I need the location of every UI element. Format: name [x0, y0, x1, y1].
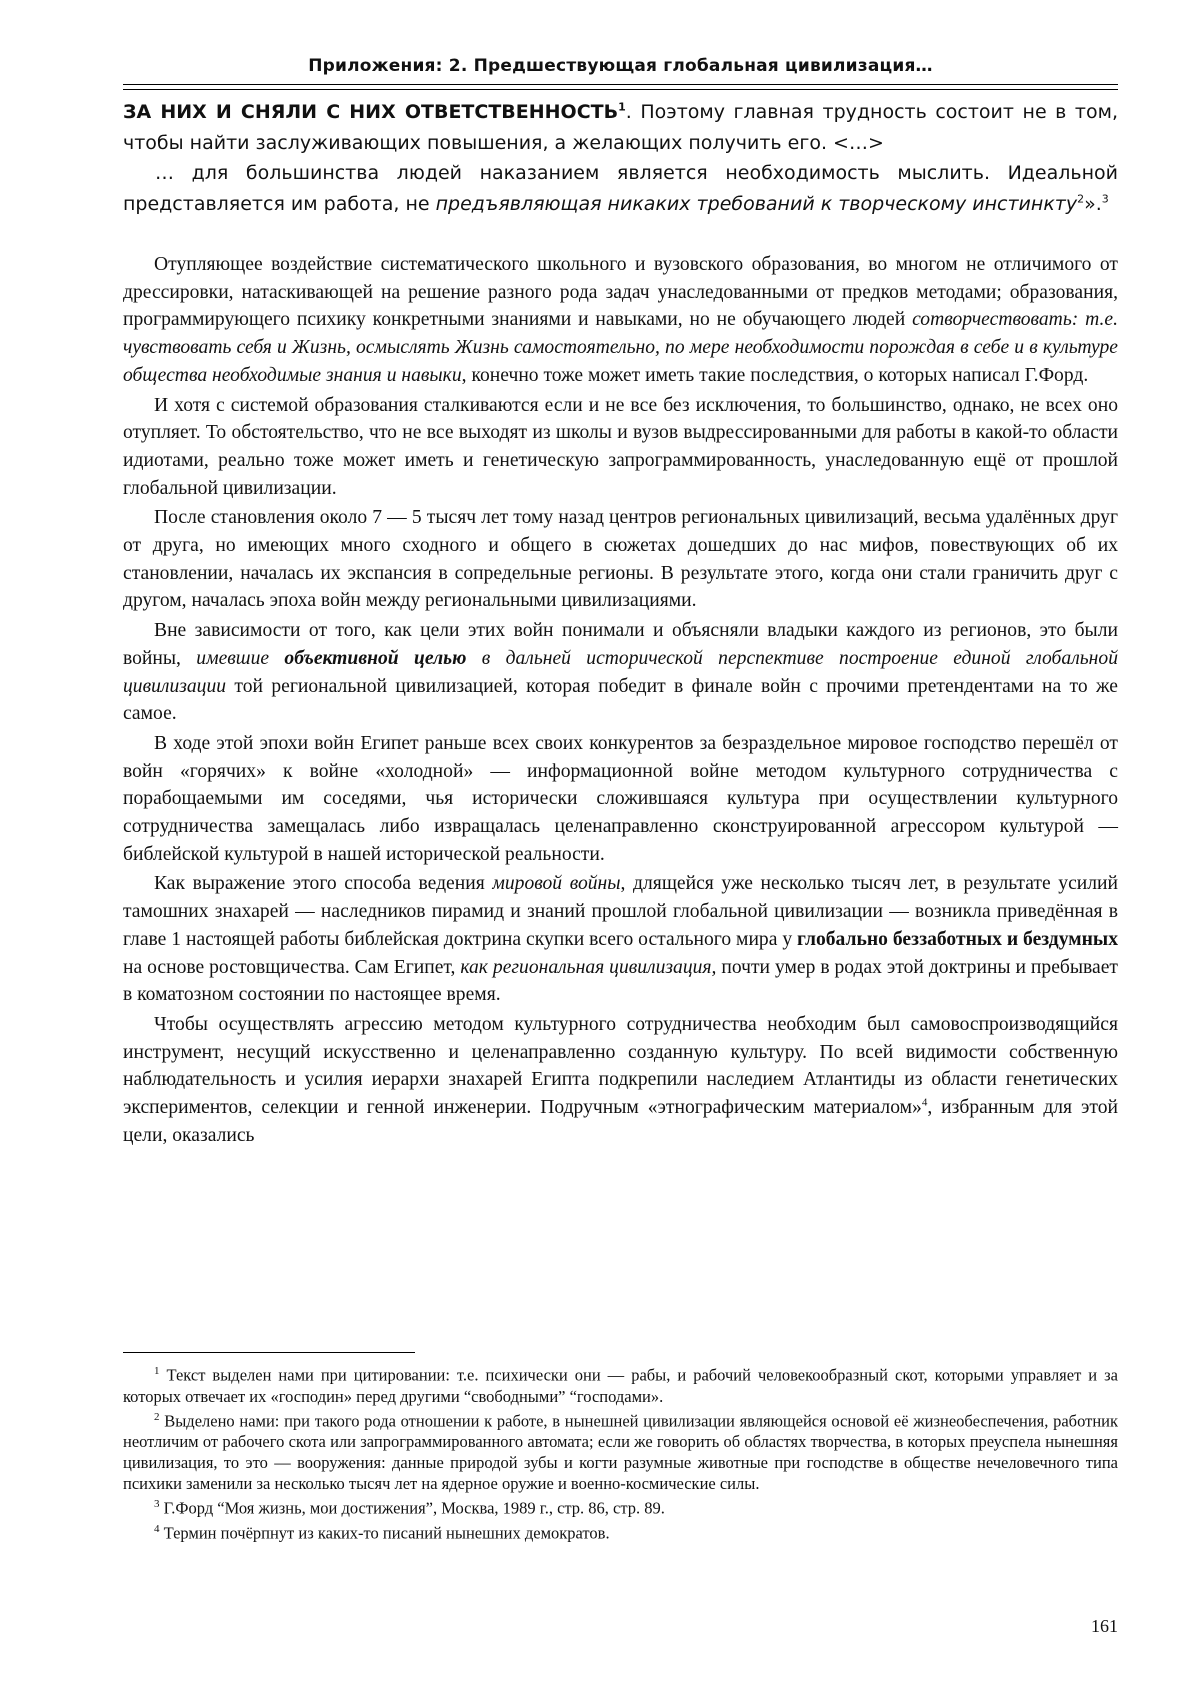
- paragraph-5: В ходе этой эпохи войн Египет раньше всех своих конкурентов за безраздельное мировое господство перешёл от войн «горячих» к войне «холодной» — информационной войне методом культурного сотрудничества с порабощаемыми им соседями, чья исторически сложившаяся культура при осуществлении культурного сотрудничества замещалась либо извращалась целенаправленно сконструированной агрессором культурой — библейской культурой в нашей исторической реальности.: [123, 732, 1118, 865]
- header-rule-top: [123, 84, 1118, 85]
- footnote-text: Термин почёрпнут из каких-то писаний нынешних демократов.: [159, 1523, 610, 1542]
- page-number: 161: [1091, 1616, 1118, 1636]
- quote-paragraph-1: [123, 97, 1118, 158]
- quote-paragraph-2: [123, 158, 1118, 219]
- italic-run: имевшие: [196, 647, 285, 669]
- footnote-number: 2: [154, 1410, 160, 1423]
- footnotes: [123, 1361, 1118, 1543]
- footnote-text: Выделено нами: при такого рода отношении к работе, в нынешней цивилизации являющейся основой её жизнеобеспечения, работник неотличим от рабочего скота или запрограммированного автомата; если же говорить об областях творчества, в которых преуспела нынешняя цивилизация, то это — вооружения: данные природой зубы и когти разумные животные при господстве в обществе нечеловечного типа психики заменили за несколько тысяч лет на ядерное оружие и военно-космические силы.: [123, 1411, 1118, 1493]
- italic-run: как региональная цивилизация,: [460, 956, 717, 978]
- document-page: [123, 0, 1118, 1697]
- bold-run: глобально беззаботных и бездумных: [797, 928, 1118, 950]
- text-run: , длящейся уже несколько тысяч лет, в результате усилий тамошних знахарей — наследников пирамид и знаний прошлой глобальной цивилизации — возникла приведённая в главе 1 настоящей работы библейская доктрина скупки всего остального мира у: [123, 873, 1119, 950]
- paragraph-1: [123, 251, 1118, 390]
- text-run: Вне зависимости от того, как цели этих войн понимали и объясняли владыки каждого из регионов, это были войны,: [123, 620, 1118, 669]
- text-run: на основе ростовщичества. Сам Египет,: [123, 956, 461, 978]
- footnote-ref-1[interactable]: 1: [618, 100, 626, 114]
- italic-run: сотворчествовать: т.е. чувствовать себя и Жизнь, осмыслять Жизнь самостоятельно, по мере необходимости порождая в себе и в культуре общества необходимые знания и навыки: [123, 309, 1118, 386]
- footnote-ref-4[interactable]: 4: [921, 1096, 928, 1109]
- paragraph-6: [123, 870, 1118, 1009]
- text-run: , конечно тоже может иметь такие последствия, о которых написал Г.Форд.: [461, 364, 1089, 386]
- text-run: Отупляющее воздействие систематического школьного и вузовского образования, во многом не отличимого от дрессировки, натаскивающей на решение разного рода задач унаследованными от предков методами; образования, программирующего психику конкретными знаниями и навыками, но не обучающего людей: [123, 254, 1118, 331]
- footnote-2: [123, 1407, 1118, 1495]
- italic-run: мировой войны: [492, 873, 621, 895]
- running-header: Приложения: 2. Предшествующая глобальная цивилизация…: [308, 56, 933, 76]
- footnote-ref-2[interactable]: 2: [1077, 192, 1085, 206]
- quote-italic-text: предъявляющая никаких требований к творческому инстинкту: [435, 192, 1078, 215]
- italic-run: в дальней исторической перспективе построение единой глобальной цивилизации: [123, 647, 1118, 697]
- footnote-4: [123, 1519, 1118, 1544]
- footnote-1: [123, 1361, 1118, 1407]
- text-run: почти умер в родах этой доктрины и пребывает в коматозном состоянии по настоящее время.: [123, 956, 1118, 1006]
- footnote-number: 4: [154, 1522, 160, 1535]
- paragraph-7: [123, 1011, 1118, 1150]
- body-text: [123, 251, 1118, 1152]
- quote-text: … для большинства людей наказанием является необходимость мыслить. Идеальной представляется им работа, не: [123, 162, 1118, 215]
- footnote-text: Г.Форд “Моя жизнь, мои достижения”, Москва, 1989 г., стр. 86, стр. 89.: [159, 1498, 665, 1518]
- text-run: той региональной цивилизацией, которая победит в финале войн с прочими претендентами на то же самое.: [123, 675, 1118, 725]
- footnote-separator: [123, 1352, 415, 1353]
- text-run: Как выражение этого способа ведения: [154, 873, 493, 895]
- footnote-number: 3: [154, 1498, 160, 1510]
- footnote-3: [123, 1494, 1118, 1519]
- quote-block: [123, 97, 1118, 219]
- header-rule-bottom: [123, 89, 1118, 90]
- quote-caps-text: ЗА НИХ И СНЯЛИ С НИХ ОТВЕТСТВЕННОСТЬ: [123, 101, 619, 123]
- text-run: , избранным для этой цели, оказались: [123, 1097, 1119, 1146]
- paragraph-3: После становления около 7 — 5 тысяч лет тому назад центров региональных цивилизаций, весьма удалённых друг от друга, но имеющих много сходного и общего в сюжетах дошедших до нас мифов, повествующих об их становлении, началась их экспансия в сопредельные регионы. В результате этого, когда они стали граничить друг с другом, началась эпоха войн между региональными цивилизациями.: [123, 507, 1118, 612]
- quote-text: . Поэтому главная трудность состоит не в том, чтобы найти заслуживающих повышения, а желающих получить его. <…>: [123, 101, 1118, 154]
- paragraph-2: И хотя с системой образования сталкиваются если и не все без исключения, то большинство, однако, не всех оно отупляет. То обстоятельство, что не все выходят из школы и вузов выдрессированными для работы в какой-то области идиотами, реально тоже может иметь и генетическую запрограммированность, унаследованную ещё от прошлой глобальной цивилизации.: [123, 394, 1118, 499]
- text-run: Чтобы осуществлять агрессию методом культурного сотрудничества необходим был самовоспроизводящийся инструмент, несущий искусственно и целенаправленно созданную культуру. По всей видимости собственную наблюдательность и усилия иерархи знахарей Египта подкрепили наследием Атлантиды из области генетических экспериментов, селекции и генной инженерии. Подручным «этнографическим материалом»: [123, 1013, 1118, 1119]
- bold-italic-run: объективной целью: [284, 647, 467, 669]
- paragraph-4: [123, 617, 1118, 728]
- quote-text: ».: [1084, 192, 1102, 215]
- footnote-ref-3[interactable]: 3: [1101, 192, 1109, 206]
- footnote-number: 1: [154, 1365, 160, 1377]
- footnote-text: Текст выделен нами при цитировании: т.е. психически они — рабы, и рабочий человекообразный скот, которыми управляет и за которых отвечает их «господин» перед другими “свободными” “господами».: [123, 1365, 1118, 1406]
